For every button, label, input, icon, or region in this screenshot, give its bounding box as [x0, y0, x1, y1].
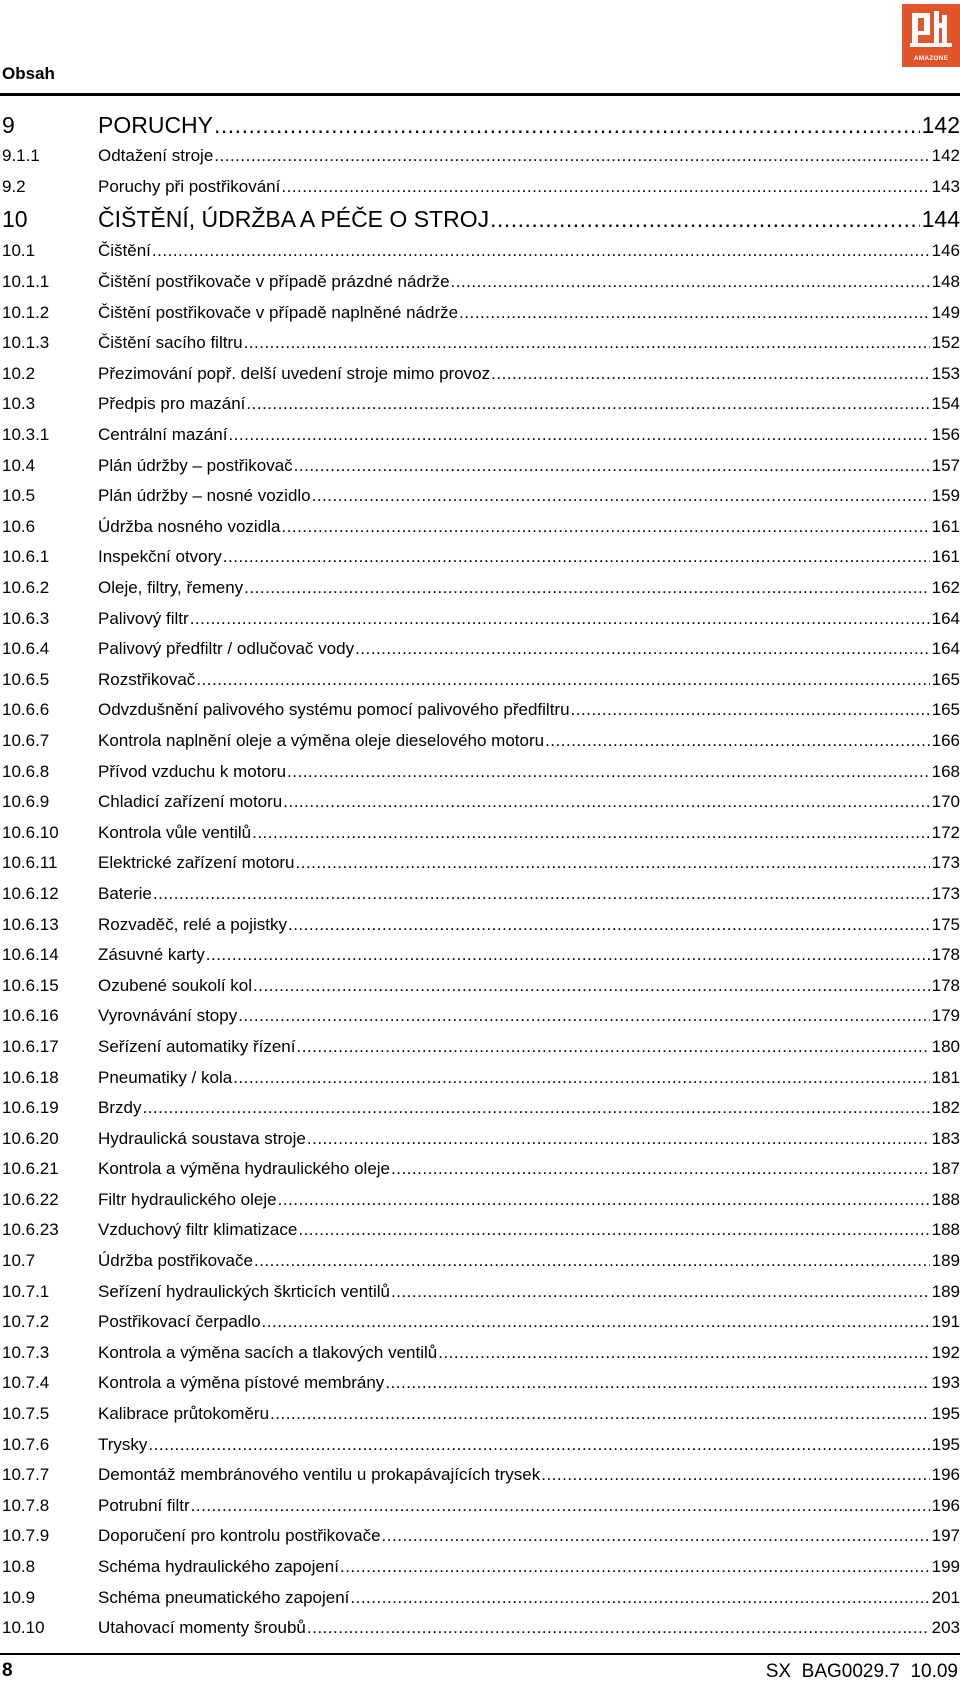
toc-dot-leader: [312, 486, 930, 506]
toc-number: 10.7.2: [2, 1312, 50, 1332]
toc-number: 10: [2, 205, 28, 232]
toc-page-number: 195: [931, 1404, 960, 1424]
toc-number: 10.6.5: [2, 669, 50, 689]
toc-number: 10.7.5: [2, 1404, 50, 1424]
toc-row[interactable]: [0, 1368, 960, 1399]
toc-number: 10.1.3: [2, 333, 50, 353]
toc-row[interactable]: [0, 1185, 960, 1216]
toc-title: Chladicí zařízení motoru: [98, 792, 283, 812]
toc-row[interactable]: [0, 665, 960, 696]
toc-number: 10.6.4: [2, 639, 50, 659]
toc-dot-leader: [254, 1251, 930, 1271]
toc-dot-leader: [228, 425, 929, 445]
toc-row[interactable]: [0, 603, 960, 634]
toc-page-number: 187: [931, 1159, 960, 1179]
toc-title: Údržba postřikovače: [98, 1251, 253, 1271]
toc-page-number: 142: [931, 146, 960, 166]
toc-row[interactable]: [0, 1215, 960, 1246]
toc-dot-leader: [307, 1129, 930, 1149]
toc-page-number: 164: [931, 608, 960, 628]
toc-dot-leader: [541, 1465, 929, 1485]
toc-page-number: 199: [931, 1557, 960, 1577]
toc-number: 10.7: [2, 1251, 36, 1271]
toc-dot-leader: [252, 823, 930, 843]
toc-title: Ozubené soukolí kol: [98, 975, 253, 995]
toc-dot-leader: [153, 884, 930, 904]
toc-dot-leader: [571, 700, 930, 720]
toc-page-number: 153: [931, 363, 960, 383]
toc-dot-leader: [278, 1190, 930, 1210]
toc-title: Doporučení pro kontrolu postřikovače: [98, 1526, 381, 1546]
toc-number: 9.2: [2, 176, 26, 196]
toc-page-number: 178: [931, 975, 960, 995]
toc-dot-leader: [288, 915, 930, 935]
toc-title: Kontrola a výměna sacích a tlakových ventilů: [98, 1342, 438, 1362]
toc-title: Plán údržby – postřikovač: [98, 455, 293, 475]
toc-title: PORUCHY: [98, 111, 214, 138]
toc-number: 10.6.11: [2, 853, 58, 873]
toc-number: 10.7.9: [2, 1526, 50, 1546]
toc-dot-leader: [270, 1404, 930, 1424]
toc-number: 10.9: [2, 1587, 36, 1607]
toc-dot-leader: [191, 1496, 930, 1516]
toc-dot-leader: [355, 639, 930, 659]
toc-title: Údržba nosného vozidla: [98, 516, 281, 536]
toc-title: Čištění: [98, 241, 151, 261]
toc-dot-leader: [244, 578, 929, 598]
toc-dot-leader: [294, 456, 930, 476]
toc-title: Rozvaděč, relé a pojistky: [98, 914, 287, 934]
toc-row[interactable]: [0, 1429, 960, 1460]
toc-page-number: 201: [931, 1587, 960, 1607]
toc-title: Utahovací momenty šroubů: [98, 1618, 306, 1638]
toc-number: 10.6.22: [2, 1189, 59, 1209]
toc-title: Pneumatiky / kola: [98, 1067, 233, 1087]
toc-page-number: 180: [931, 1036, 960, 1056]
toc-dot-leader: [459, 303, 930, 323]
toc-title: Odvzdušnění palivového systému pomocí palivového předfiltru: [98, 700, 570, 720]
toc-row[interactable]: [0, 1001, 960, 1032]
toc-dot-leader: [262, 1312, 930, 1332]
toc-number: 10.10: [2, 1618, 45, 1638]
toc-row[interactable]: [0, 726, 960, 757]
toc-row[interactable]: [0, 389, 960, 420]
toc-row[interactable]: [0, 267, 960, 298]
toc-number: 10.7.7: [2, 1465, 50, 1485]
toc-number: 10.4: [2, 455, 36, 475]
toc-dot-leader: [307, 1618, 930, 1638]
toc-row[interactable]: [0, 1613, 960, 1644]
toc-row[interactable]: [0, 1032, 960, 1063]
toc-dot-leader: [340, 1557, 930, 1577]
toc-row[interactable]: [0, 236, 960, 267]
toc-number: 10.6.14: [2, 945, 59, 965]
toc-dot-leader: [196, 670, 929, 690]
toc-page-number: 203: [931, 1618, 960, 1638]
footer-divider: [0, 1653, 960, 1655]
toc-row[interactable]: [0, 1246, 960, 1277]
toc-row[interactable]: [0, 634, 960, 665]
toc-page-number: 157: [931, 455, 960, 475]
toc-title: Kalibrace průtokoměru: [98, 1404, 270, 1424]
footer-page-number: 8: [2, 1660, 13, 1681]
toc-page-number: 152: [931, 333, 960, 353]
toc-number: 10.6.2: [2, 578, 50, 598]
toc-row[interactable]: [0, 512, 960, 543]
toc-number: 9.1.1: [2, 146, 40, 166]
toc-number: 10.5: [2, 486, 36, 506]
toc-row[interactable]: [0, 1154, 960, 1185]
toc-title: Centrální mazání: [98, 425, 228, 445]
toc-page-number: 170: [931, 792, 960, 812]
toc-title: Filtr hydraulického oleje: [98, 1189, 277, 1209]
toc-dot-leader: [214, 112, 920, 139]
toc-dot-leader: [391, 1159, 930, 1179]
toc-dot-leader: [246, 394, 929, 414]
toc-page-number: 142: [921, 111, 960, 138]
toc-number: 10.3: [2, 394, 36, 414]
toc-title: Předpis pro mazání: [98, 394, 246, 414]
toc-row[interactable]: [0, 420, 960, 451]
toc-number: 10.7.8: [2, 1495, 50, 1515]
toc-row[interactable]: [0, 481, 960, 512]
toc-page-number: 189: [931, 1251, 960, 1271]
toc-page-number: 159: [931, 486, 960, 506]
toc-page-number: 197: [931, 1526, 960, 1546]
toc-page-number: 164: [931, 639, 960, 659]
toc-title: Baterie: [98, 883, 152, 903]
toc-dot-leader: [350, 1588, 929, 1608]
toc-title: Potrubní filtr: [98, 1495, 190, 1515]
toc-dot-leader: [490, 206, 920, 233]
toc-title: Trysky: [98, 1434, 148, 1454]
toc-title: Kontrola vůle ventilů: [98, 822, 252, 842]
toc-number: 10.6.13: [2, 914, 59, 934]
toc-row[interactable]: [0, 141, 960, 172]
toc-row[interactable]: [0, 970, 960, 1001]
toc-title: Kontrola a výměna pístové membrány: [98, 1373, 385, 1393]
toc-row[interactable]: [0, 940, 960, 971]
toc-number: 10.6: [2, 516, 36, 536]
toc-row[interactable]: [0, 1521, 960, 1552]
toc-page-number: 144: [921, 205, 960, 232]
toc-page-number: 189: [931, 1281, 960, 1301]
amazone-logo: [902, 4, 960, 67]
toc-page-number: 175: [931, 914, 960, 934]
toc-dot-leader: [298, 1220, 929, 1240]
toc-number: 10.6.7: [2, 730, 50, 750]
toc-number: 10.6.3: [2, 608, 50, 628]
toc-dot-leader: [190, 609, 930, 629]
toc-title: Seřízení hydraulických škrticích ventilů: [98, 1281, 390, 1301]
toc-title: Vyrovnávání stopy: [98, 1006, 238, 1026]
toc-row[interactable]: [0, 573, 960, 604]
toc-page-number: 161: [931, 547, 960, 567]
toc-row[interactable]: [0, 1460, 960, 1491]
toc-dot-leader: [382, 1526, 930, 1546]
toc-dot-leader: [287, 762, 930, 782]
toc-chapter-row[interactable]: [0, 109, 960, 141]
toc-title: Schéma hydraulického zapojení: [98, 1557, 339, 1577]
toc-row[interactable]: [0, 1123, 960, 1154]
toc-title: Palivový filtr: [98, 608, 189, 628]
toc-dot-leader: [206, 945, 930, 965]
toc-page-number: 173: [931, 853, 960, 873]
toc-title: Kontrola naplnění oleje a výměna oleje dieselového motoru: [98, 730, 545, 750]
toc-dot-leader: [152, 241, 930, 261]
toc-number: 10.6.1: [2, 547, 50, 567]
toc-title: Zásuvné karty: [98, 945, 205, 965]
toc-number: 10.6.19: [2, 1098, 59, 1118]
toc-dot-leader: [491, 364, 930, 384]
toc-title: Plán údržby – nosné vozidlo: [98, 486, 311, 506]
toc-number: 10.1: [2, 241, 36, 261]
toc-row[interactable]: [0, 1552, 960, 1583]
toc-number: 10.6.17: [2, 1036, 59, 1056]
toc-page-number: 165: [931, 700, 960, 720]
toc-dot-leader: [281, 177, 929, 197]
toc-page-number: 179: [931, 1006, 960, 1026]
toc-row[interactable]: [0, 359, 960, 390]
toc-page-number: 196: [931, 1495, 960, 1515]
toc-number: 10.6.18: [2, 1067, 59, 1087]
toc-row[interactable]: [0, 879, 960, 910]
toc-chapter-row[interactable]: [0, 202, 960, 236]
toc-number: 10.7.6: [2, 1434, 50, 1454]
toc-page-number: 161: [931, 516, 960, 536]
toc-page-number: 196: [931, 1465, 960, 1485]
toc-title: Vzduchový filtr klimatizace: [98, 1220, 298, 1240]
toc-row[interactable]: [0, 297, 960, 328]
toc-title: Schéma pneumatického zapojení: [98, 1587, 350, 1607]
toc-dot-leader: [296, 853, 930, 873]
toc-dot-leader: [244, 333, 930, 353]
toc-page-number: 182: [931, 1098, 960, 1118]
toc-dot-leader: [296, 1037, 929, 1057]
toc-number: 10.3.1: [2, 425, 50, 445]
toc-title: Kontrola a výměna hydraulického oleje: [98, 1159, 391, 1179]
toc-page-number: 149: [931, 302, 960, 322]
toc-page-number: 162: [931, 578, 960, 598]
toc-row[interactable]: [0, 695, 960, 726]
toc-title: Hydraulická soustava stroje: [98, 1128, 306, 1148]
toc-dot-leader: [142, 1098, 929, 1118]
toc-number: 10.7.1: [2, 1281, 50, 1301]
toc-page-number: 148: [931, 272, 960, 292]
logo-text: AMAZONE: [913, 55, 949, 62]
toc-dot-leader: [385, 1373, 929, 1393]
toc-number: 10.6.15: [2, 975, 59, 995]
amazone-logo-icon: [908, 9, 954, 53]
toc-number: 10.7.4: [2, 1373, 50, 1393]
toc-page-number: 183: [931, 1128, 960, 1148]
toc-title: Seřízení automatiky řízení: [98, 1036, 296, 1056]
toc-title: Brzdy: [98, 1098, 142, 1118]
toc-dot-leader: [281, 517, 929, 537]
toc-dot-leader: [148, 1435, 929, 1455]
toc-dot-leader: [451, 272, 930, 292]
toc-title: Palivový předfiltr / odlučovač vody: [98, 639, 355, 659]
toc-dot-leader: [223, 547, 930, 567]
toc-title: Demontáž membránového ventilu u prokapávajících trysek: [98, 1465, 541, 1485]
toc-title: Inspekční otvory: [98, 547, 222, 567]
toc-number: 10.6.8: [2, 761, 50, 781]
toc-title: Elektrické zařízení motoru: [98, 853, 295, 873]
toc-page-number: 178: [931, 945, 960, 965]
toc-number: 10.6.16: [2, 1006, 59, 1026]
toc-page-number: 193: [931, 1373, 960, 1393]
toc-dot-leader: [391, 1282, 930, 1302]
toc-row[interactable]: [0, 787, 960, 818]
toc-number: 10.6.6: [2, 700, 50, 720]
toc-number: 9: [2, 111, 15, 138]
toc-row[interactable]: [0, 909, 960, 940]
toc-title: Oleje, filtry, řemeny: [98, 578, 244, 598]
toc-page-number: 146: [931, 241, 960, 261]
toc-number: 10.1.1: [2, 272, 50, 292]
toc-row[interactable]: [0, 817, 960, 848]
toc-title: Přívod vzduchu k motoru: [98, 761, 287, 781]
toc-dot-leader: [283, 792, 929, 812]
toc-title: Čištění sacího filtru: [98, 333, 243, 353]
toc-title: ČIŠTĚNÍ, ÚDRŽBA A PÉČE O STROJ: [98, 205, 490, 232]
toc-row[interactable]: [0, 542, 960, 573]
toc-number: 10.6.12: [2, 883, 59, 903]
toc-row[interactable]: [0, 450, 960, 481]
toc-dot-leader: [214, 146, 929, 166]
toc-page-number: 191: [931, 1312, 960, 1332]
toc-page-number: 165: [931, 669, 960, 689]
toc-title: Poruchy při postřikování: [98, 176, 281, 196]
toc-row[interactable]: [0, 1582, 960, 1613]
toc-dot-leader: [545, 731, 930, 751]
toc-row[interactable]: [0, 848, 960, 879]
toc-row[interactable]: [0, 1399, 960, 1430]
toc-row[interactable]: [0, 1093, 960, 1124]
toc-number: 10.6.23: [2, 1220, 59, 1240]
toc-page-number: 173: [931, 883, 960, 903]
toc-number: 10.6.9: [2, 792, 50, 812]
toc-number: 10.7.3: [2, 1342, 50, 1362]
toc-dot-leader: [238, 1006, 929, 1026]
toc-page-number: 188: [931, 1220, 960, 1240]
toc-page-number: 192: [931, 1342, 960, 1362]
toc-page-number: 172: [931, 822, 960, 842]
toc-dot-leader: [438, 1343, 929, 1363]
toc-dot-leader: [253, 976, 930, 996]
toc-number: 10.2: [2, 363, 36, 383]
toc-page-number: 156: [931, 425, 960, 445]
toc-title: Čištění postřikovače v případě prázdné nádrže: [98, 272, 450, 292]
toc-number: 10.8: [2, 1557, 36, 1577]
footer-document-id: SX BAG0029.7 10.09: [765, 1661, 958, 1682]
toc-row[interactable]: [0, 172, 960, 203]
toc-page-number: 143: [931, 176, 960, 196]
toc-page-number: 168: [931, 761, 960, 781]
toc-title: Odtažení stroje: [98, 146, 214, 166]
section-title: Obsah: [2, 64, 55, 83]
toc-title: Přezimování popř. delší uvedení stroje mimo provoz: [98, 363, 491, 383]
table-of-contents: [0, 109, 960, 1644]
toc-page-number: 188: [931, 1189, 960, 1209]
toc-row[interactable]: [0, 1307, 960, 1338]
toc-title: Rozstřikovač: [98, 669, 196, 689]
header-divider: [0, 93, 960, 96]
toc-row[interactable]: [0, 1338, 960, 1369]
toc-title: Čištění postřikovače v případě naplněné nádrže: [98, 302, 459, 322]
toc-number: 10.6.10: [2, 822, 59, 842]
toc-row[interactable]: [0, 328, 960, 359]
toc-dot-leader: [233, 1068, 929, 1088]
toc-row[interactable]: [0, 1276, 960, 1307]
toc-page-number: 166: [931, 730, 960, 750]
toc-page-number: 195: [931, 1434, 960, 1454]
toc-row[interactable]: [0, 1062, 960, 1093]
toc-title: Postřikovací čerpadlo: [98, 1312, 261, 1332]
toc-page-number: 154: [931, 394, 960, 414]
toc-row[interactable]: [0, 1491, 960, 1522]
toc-number: 10.1.2: [2, 302, 50, 322]
toc-page-number: 181: [931, 1067, 960, 1087]
toc-number: 10.6.21: [2, 1159, 59, 1179]
toc-number: 10.6.20: [2, 1128, 59, 1148]
toc-row[interactable]: [0, 756, 960, 787]
